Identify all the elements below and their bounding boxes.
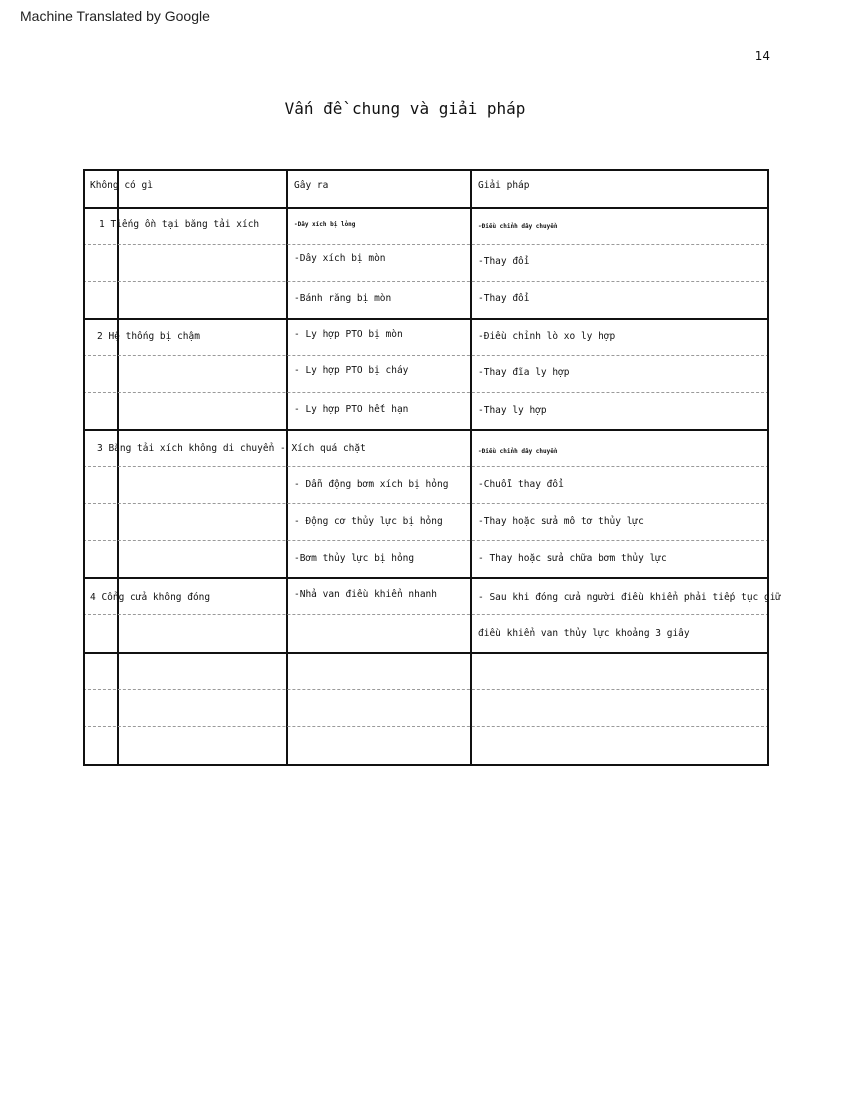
problem-cell: 3 Băng tải xích không di chuyển - Xích quá chặt — [97, 443, 366, 454]
cause-cell: - Ly hợp PTO bị mòn — [294, 329, 403, 340]
row-divider — [83, 540, 769, 541]
row-divider — [83, 503, 769, 504]
row-divider — [83, 318, 769, 320]
row-divider — [83, 577, 769, 579]
row-divider — [83, 429, 769, 431]
cause-cell: -Bánh răng bị mòn — [294, 293, 392, 304]
row-divider — [83, 726, 769, 727]
cause-cell: -Dây xích bị lỏng — [294, 221, 356, 228]
row-divider — [83, 614, 769, 615]
row-divider — [83, 281, 769, 282]
table-frame — [83, 169, 769, 766]
row-divider — [83, 652, 769, 654]
page-title: Vấn đề chung và giải pháp — [284, 99, 526, 118]
solution-cell: điều khiển van thủy lực khoảng 3 giây — [478, 628, 690, 639]
row-divider — [83, 392, 769, 393]
cause-cell: -Nhả van điều khiển nhanh — [294, 589, 437, 600]
row-divider — [83, 355, 769, 356]
page-number: 14 — [754, 49, 770, 63]
cause-cell: - Dẫn động bơm xích bị hỏng — [294, 479, 449, 490]
cause-cell: -Bơm thủy lực bị hỏng — [294, 553, 415, 564]
header-cause: Gây ra — [294, 180, 329, 191]
solution-cell: - Thay hoặc sửa chữa bơm thủy lực — [478, 553, 667, 564]
column-divider — [286, 169, 288, 766]
row-divider — [83, 244, 769, 245]
solution-cell: -Điều chỉnh dây chuyền — [478, 223, 558, 230]
cause-cell: - Ly hợp PTO bị cháy — [294, 365, 409, 376]
solution-cell: -Thay đổi — [478, 256, 530, 267]
solution-cell: - Sau khi đóng cửa người điều khiển phải tiếp tục giữ — [478, 592, 782, 603]
solution-cell: -Thay đĩa ly hợp — [478, 367, 570, 378]
cause-cell: - Ly hợp PTO hết hạn — [294, 404, 409, 415]
column-divider — [117, 169, 119, 766]
problem-cell: 1 Tiếng ồn tại băng tải xích — [99, 219, 260, 230]
solution-cell: -Điều chỉnh lò xo ly hợp — [478, 331, 616, 342]
solution-cell: -Thay ly hợp — [478, 405, 547, 416]
problem-cell: 4 Cổng cửa không đóng — [90, 592, 211, 603]
problem-cell: 2 Hệ thống bị chậm — [97, 331, 200, 342]
troubleshooting-table — [83, 169, 782, 766]
column-divider — [470, 169, 472, 766]
row-divider — [83, 466, 769, 467]
translation-banner: Machine Translated by Google — [20, 8, 210, 24]
cause-cell: -Dây xích bị mòn — [294, 253, 386, 264]
header-solution: Giải pháp — [478, 180, 530, 191]
row-divider — [83, 207, 769, 209]
header-problem: Không có gì — [90, 180, 153, 191]
solution-cell: -Thay đổi — [478, 293, 530, 304]
cause-cell: - Động cơ thủy lực bị hỏng — [294, 516, 443, 527]
solution-cell: -Điều chỉnh dây chuyền — [478, 448, 558, 455]
row-divider — [83, 689, 769, 690]
solution-cell: -Chuỗi thay đổi — [478, 479, 564, 490]
solution-cell: -Thay hoặc sửa mô tơ thủy lực — [478, 516, 644, 527]
